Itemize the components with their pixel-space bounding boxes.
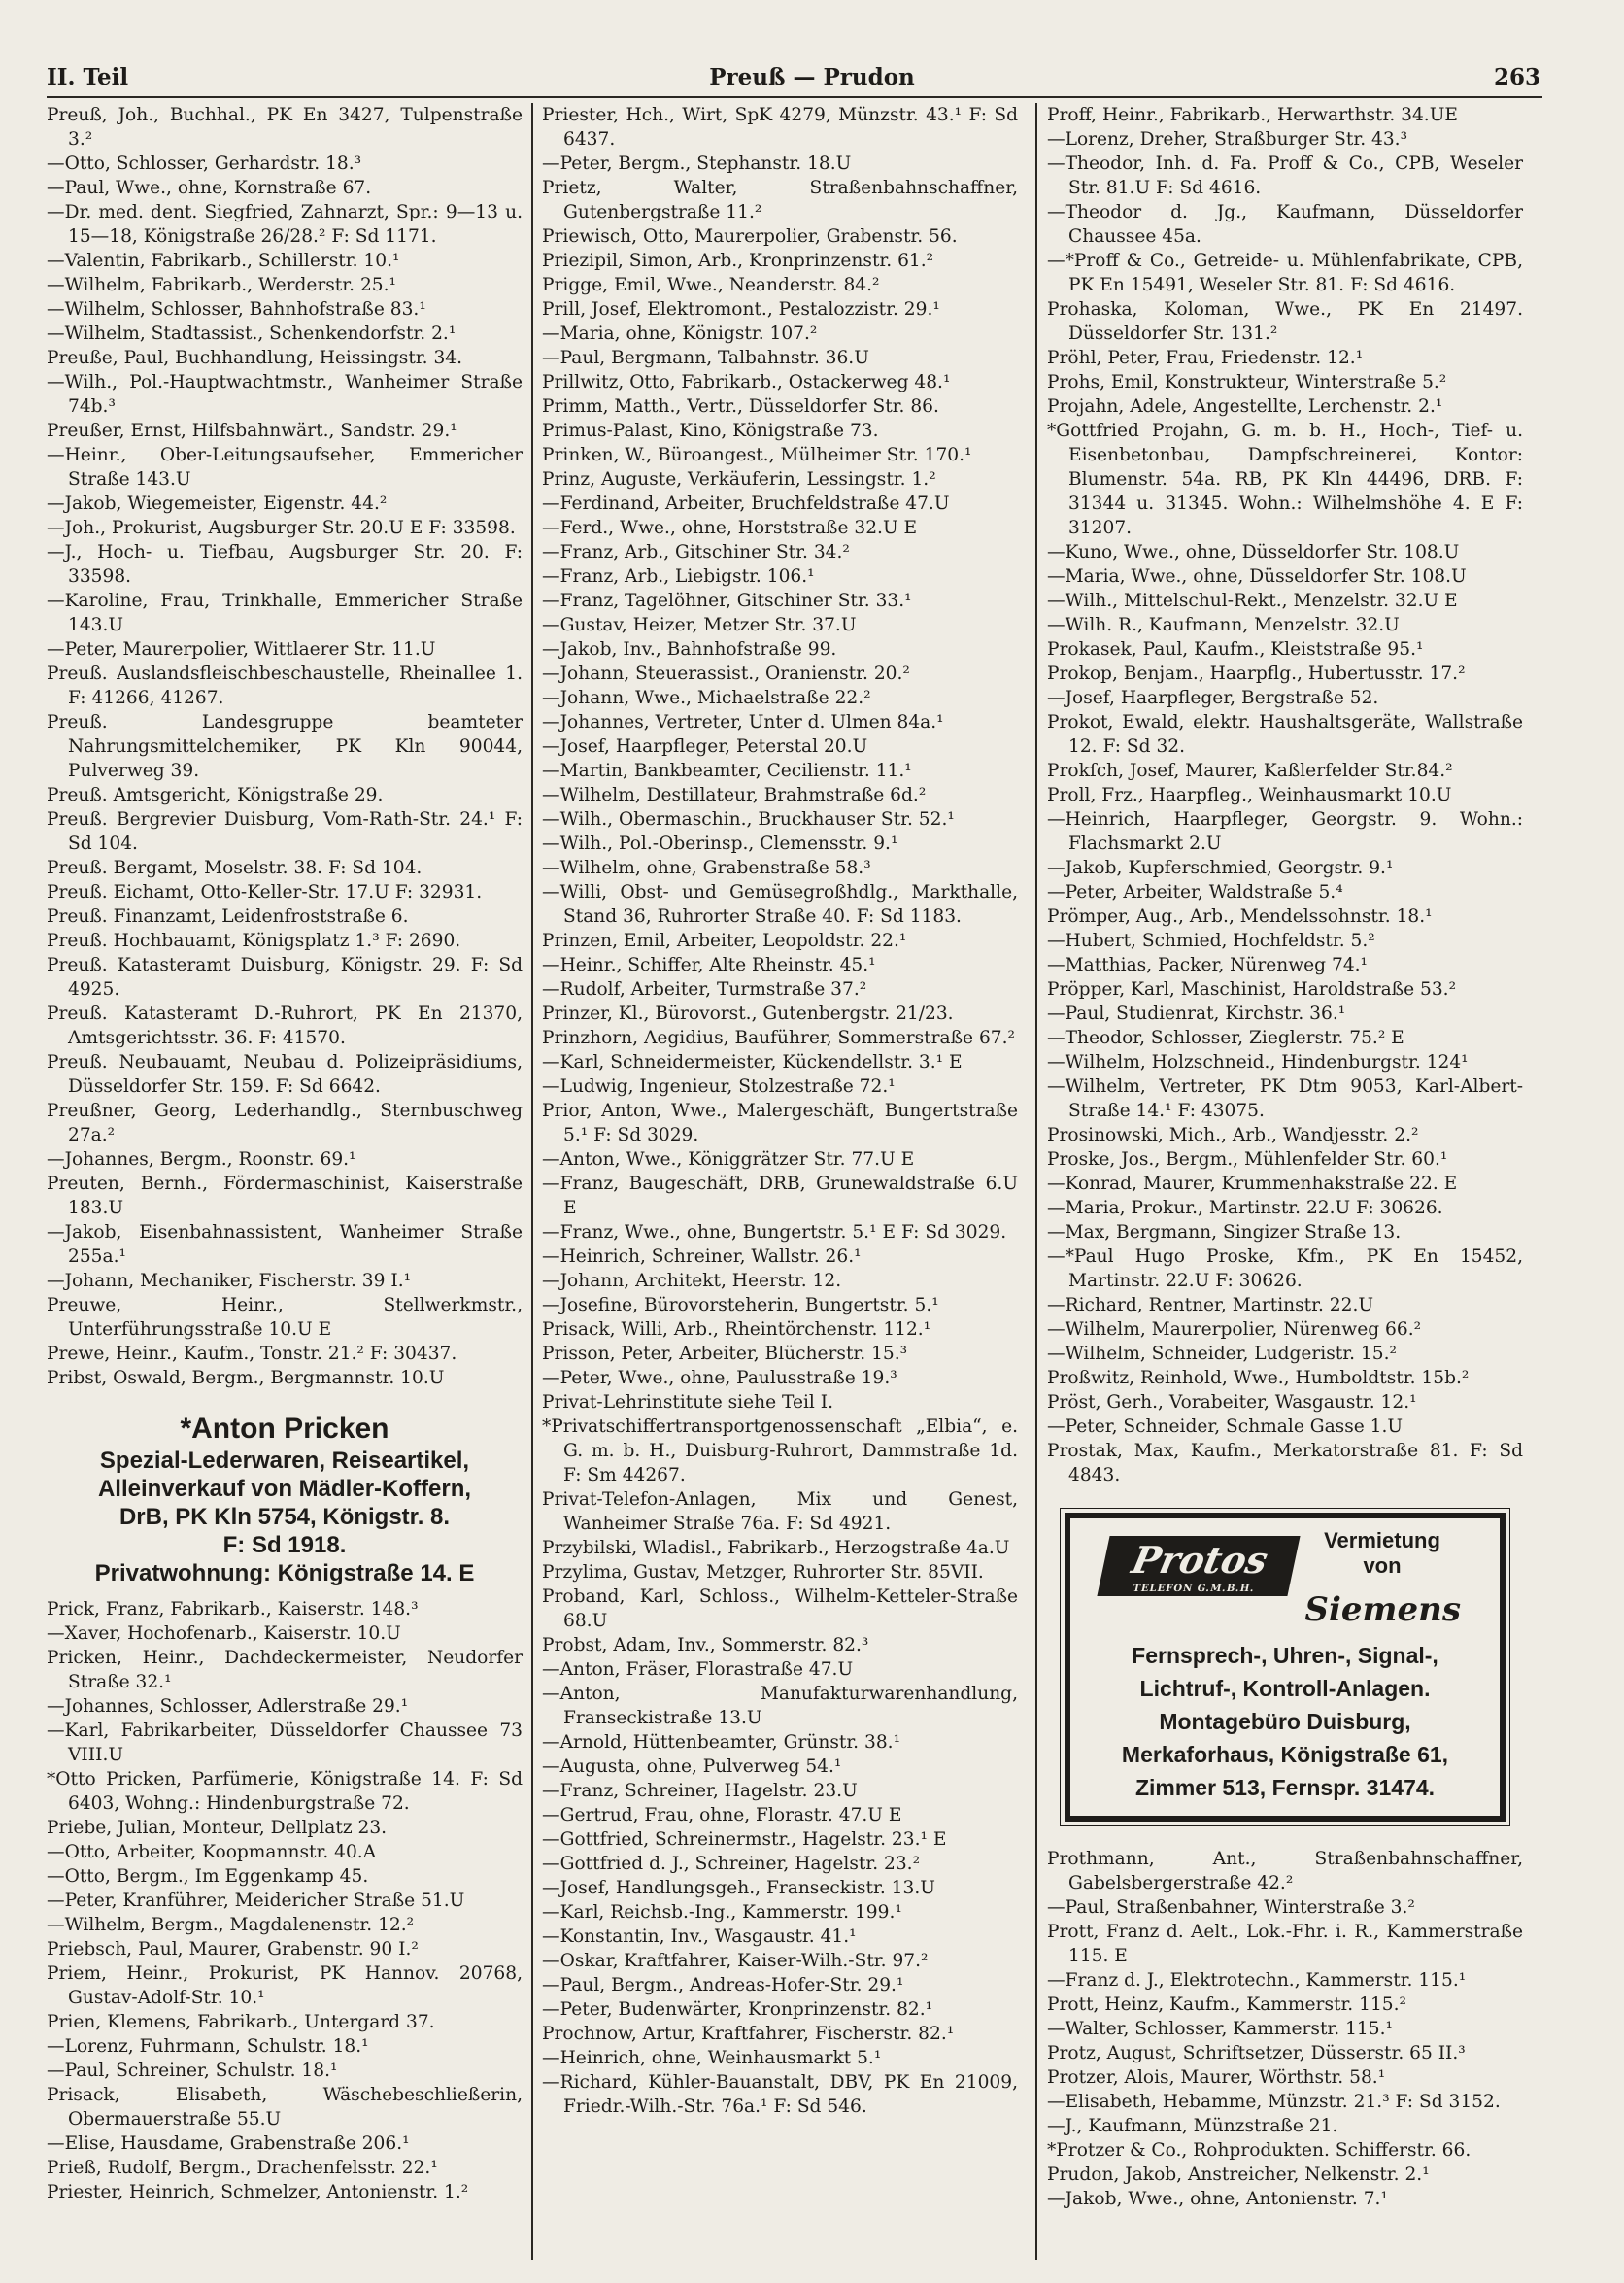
directory-entry: —Rudolf, Arbeiter, Turmstraße 37.² (542, 979, 867, 1000)
directory-list (1047, 1847, 1523, 2211)
ad-text (1070, 1639, 1500, 1804)
directory-entry: Prokſch, Josef, Maurer, Kaßlerfelder Str.84.² (1047, 761, 1453, 781)
directory-entry: Priebe, Julian, Monteur, Dellplatz 23. (47, 1818, 388, 1838)
directory-entry: —Wilh. R., Kaufmann, Menzelstr. 32.U (1047, 615, 1400, 635)
directory-entry: Proske, Jos., Bergm., Mühlenfelder Str. 60.¹ (1047, 1149, 1448, 1170)
directory-entry: —Jakob, Wwe., ohne, Antonienstr. 7.¹ (1047, 2189, 1388, 2209)
protos-logo-text: Protos (1128, 1538, 1272, 1582)
directory-entry: —Valentin, Fabrikarb., Schillerstr. 10.¹ (47, 251, 400, 271)
directory-entry: —Wilhelm, Holzschneid., Hindenburgstr. 124¹ (1047, 1052, 1469, 1073)
directory-entry: Prillwitz, Otto, Fabrikarb., Ostackerweg 48.¹ (542, 372, 951, 392)
rental-line: Vermietung (1324, 1528, 1440, 1552)
directory-entry: —Franz, Baugeschäft, DRB, Grunewaldstraße 6.U E (542, 1174, 1018, 1218)
directory-entry: —J., Kaufmann, Münzstraße 21. (1047, 2116, 1338, 2136)
directory-list (47, 1597, 523, 2204)
directory-entry: —Xaver, Hochofenarb., Kaiserstr. 10.U (47, 1623, 401, 1644)
directory-entry: —Wilhelm, Fabrikarb., Werderstr. 25.¹ (47, 275, 396, 295)
directory-entry: *Gottfried Projahn, G. m. b. H., Hoch-, Tief- u. Eisenbetonbau, Dampfschreinerei, Kontor: Blumenstr. 54a. RB, PK Kln 44496, DRB. F: 31344 u. 31345. Wohn.: Wilhelmshöhe 4. E F: 31207. (1047, 421, 1523, 538)
directory-entry: Priem, Heinr., Prokurist, PK Hannov. 20768, Gustav-Adolf-Str. 10.¹ (47, 1963, 523, 2008)
directory-entry: —Elise, Hausdame, Grabenstraße 206.¹ (47, 2133, 410, 2154)
directory-entry: —Richard, Kühler-Bauanstalt, DBV, PK En 21009, Friedr.-Wilh.-Str. 76a.¹ F: Sd 546. (542, 2072, 1018, 2117)
directory-entry: —Dr. med. dent. Siegfried, Zahnarzt, Spr.: 9—13 u. 15—18, Königstraße 26/28.² F: Sd 1171. (47, 202, 523, 247)
directory-entry: —Lorenz, Dreher, Straßburger Str. 43.³ (1047, 129, 1408, 150)
directory-entry: —Paul, Bergm., Andreas-Hofer-Str. 29.¹ (542, 1975, 904, 1995)
ad-line: Alleinverkauf von Mädler-Koffern, (97, 1476, 472, 1502)
directory-list (542, 103, 1018, 2119)
ad-line: Zimmer 513, Fernspr. 31474. (1134, 1775, 1436, 1800)
directory-entry: —Wilhelm, Maurerpolier, Nürenweg 66.² (1047, 1319, 1422, 1340)
directory-entry: —Josefine, Bürovorsteherin, Bungertstr. 5.¹ (542, 1295, 939, 1315)
directory-entry: —Heinrich, Schreiner, Wallstr. 26.¹ (542, 1246, 862, 1267)
directory-entry: Preuß. Eichamt, Otto-Keller-Str. 17.U F: 32931. (47, 882, 483, 903)
directory-entry: Prinz, Auguste, Verkäuferin, Lessingstr. 1.² (542, 469, 936, 490)
directory-entry: —Hubert, Schmied, Hochfeldstr. 5.² (1047, 931, 1375, 951)
directory-entry: —Theodor, Schlosser, Zieglerstr. 75.² E (1047, 1028, 1404, 1048)
directory-entry: —Augusta, ohne, Pulverweg 54.¹ (542, 1756, 842, 1777)
directory-entry: Preuwe, Heinr., Stellwerkmstr., Unterführungsstraße 10.U E (47, 1295, 523, 1340)
column-2 (542, 103, 1018, 2119)
directory-entry: —Willi, Obst- und Gemüsegroßhdlg., Markthalle, Stand 36, Ruhrorter Straße 40. F: Sd 1183. (542, 882, 1018, 927)
directory-entry: *Privatschiffertransportgenossenschaft „Elbia“, e. G. m. b. H., Duisburg-Ruhrort, Dammstraße 1d. F: Sm 44267. (542, 1416, 1018, 1485)
directory-entry: —Gertrud, Frau, ohne, Florastr. 47.U E (542, 1805, 902, 1825)
directory-entry: —Heinrich, Haarpfleger, Georgstr. 9. Wohn.: Flachsmarkt 2.U (1047, 809, 1523, 854)
directory-entry: Prick, Franz, Fabrikarb., Kaiserstr. 148.³ (47, 1599, 419, 1619)
directory-entry: —Peter, Wwe., ohne, Paulusstraße 19.³ (542, 1368, 897, 1388)
directory-entry: —Johannes, Vertreter, Unter d. Ulmen 84a.¹ (542, 712, 944, 733)
directory-entry: —Wilhelm, Destillateur, Brahmstraße 6d.² (542, 785, 927, 805)
header-rule (47, 96, 1542, 98)
directory-entry: Primus-Palast, Kino, Königstraße 73. (542, 421, 879, 441)
directory-entry: —Johann, Mechaniker, Fischerstr. 39 I.¹ (47, 1271, 412, 1291)
directory-entry: —Ludwig, Ingenieur, Stolzestraße 72.¹ (542, 1076, 896, 1097)
directory-entry: Proband, Karl, Schloss., Wilhelm-Ketteler-Straße 68.U (542, 1586, 1018, 1631)
directory-entry: Prostak, Max, Kaufm., Merkatorstraße 81. F: Sd 4843. (1047, 1441, 1523, 1485)
directory-entry: —Johannes, Schlosser, Adlerstraße 29.¹ (47, 1696, 409, 1717)
directory-entry: —Franz, Arb., Liebigstr. 106.¹ (542, 566, 815, 587)
directory-entry: —Karl, Fabrikarbeiter, Düsseldorfer Chaussee 73 VIII.U (47, 1721, 523, 1765)
directory-entry: —Karoline, Frau, Trinkhalle, Emmericher Straße 143.U (47, 591, 523, 635)
directory-entry: Prisson, Peter, Arbeiter, Blücherstr. 15.³ (542, 1344, 908, 1364)
directory-entry: —Anton, Manufakturwarenhandlung, Franseckistraße 13.U (542, 1684, 1018, 1728)
column-1 (47, 103, 523, 2204)
directory-list (1047, 103, 1523, 1487)
directory-entry: Prott, Franz d. Aelt., Lok.-Fhr. i. R., Kammerstraße 115. E (1047, 1922, 1523, 1966)
directory-entry: Prokot, Ewald, elektr. Haushaltsgeräte, Wallstraße 12. F: Sd 32. (1047, 712, 1523, 757)
column-divider (1035, 103, 1037, 2260)
directory-entry: Preuß. Landesgruppe beamteter Nahrungsmittelchemiker, PK Kln 90044, Pulverweg 39. (47, 712, 523, 781)
directory-entry: Prömper, Aug., Arb., Mendelssohnstr. 18.¹ (1047, 906, 1433, 927)
directory-entry: Proll, Frz., Haarpfleg., Weinhausmarkt 10.U (1047, 785, 1452, 805)
directory-entry: Prothmann, Ant., Straßenbahnschaffner, Gabelsbergerstraße 42.² (1047, 1849, 1523, 1893)
directory-entry: *Otto Pricken, Parfümerie, Königstraße 14. F: Sd 6403, Wohng.: Hindenburgstraße 72. (47, 1769, 523, 1814)
directory-list (47, 103, 523, 1390)
directory-entry: —*Paul Hugo Proske, Kfm., PK En 15452, Martinstr. 22.U F: 30626. (1047, 1246, 1523, 1291)
directory-entry: Prosinowski, Mich., Arb., Wandjesstr. 2.² (1047, 1125, 1419, 1145)
directory-entry: —Paul, Straßenbahner, Winterstraße 3.² (1047, 1897, 1415, 1918)
page-header-title: Preuß — Prudon (709, 64, 915, 90)
directory-entry: Preuß. Auslandsfleischbeschaustelle, Rheinallee 1. F: 41266, 41267. (47, 664, 523, 708)
directory-entry: —Wilh., Mittelschul-Rekt., Menzelstr. 32.U E (1047, 591, 1458, 611)
directory-entry: —Ferdinand, Arbeiter, Bruchfeldstraße 47.U (542, 494, 950, 514)
directory-entry: —Paul, Wwe., ohne, Kornstraße 67. (47, 178, 372, 198)
directory-entry: —Konstantin, Inv., Wasgaustr. 41.¹ (542, 1926, 857, 1947)
directory-entry: —Gottfried, Schreinermstr., Hagelstr. 23.¹ E (542, 1829, 947, 1850)
directory-entry: —Peter, Arbeiter, Waldstraße 5.⁴ (1047, 882, 1343, 903)
directory-entry: —Peter, Maurerpolier, Wittlaerer Str. 11.U (47, 639, 436, 660)
directory-entry: —Johann, Wwe., Michaelstraße 22.² (542, 688, 871, 708)
directory-entry: —Wilhelm, Bergm., Magdalenenstr. 12.² (47, 1915, 415, 1935)
directory-entry: Preuß. Finanzamt, Leidenfroststraße 6. (47, 906, 409, 927)
protos-logo-subtitle: TELEFON G.M.B.H. (1132, 1584, 1256, 1594)
directory-entry: —*Proff & Co., Getreide- u. Mühlenfabrikate, CPB, PK En 15491, Weseler Str. 81. F: Sd 4616. (1047, 251, 1523, 295)
directory-entry: Prohaska, Koloman, Wwe., PK En 21497. Düsseldorfer Str. 131.² (1047, 299, 1523, 344)
column-divider (531, 103, 533, 2260)
directory-entry: Prewe, Heinr., Kaufm., Tonstr. 21.² F: 30437. (47, 1344, 457, 1364)
directory-entry: —Theodor, Inh. d. Fa. Proff & Co., CPB, Weseler Str. 81.U F: Sd 4616. (1047, 153, 1523, 198)
directory-entry: —Jakob, Kupferschmied, Georgstr. 9.¹ (1047, 858, 1394, 878)
ad-line: Lichtruf-, Kontroll-Anlagen. (1139, 1676, 1431, 1701)
directory-entry: Prokasek, Paul, Kaufm., Kleiststraße 95.¹ (1047, 639, 1424, 660)
directory-entry: —Anton, Fräser, Florastraße 47.U (542, 1659, 854, 1680)
directory-entry: —Franz, Wwe., ohne, Bungertstr. 5.¹ E F: Sd 3029. (542, 1222, 1007, 1243)
directory-entry: —Lorenz, Fuhrmann, Schulstr. 18.¹ (47, 2036, 369, 2057)
directory-entry: —Paul, Studienrat, Kirchstr. 36.¹ (1047, 1004, 1346, 1024)
directory-entry: Preuß. Katasteramt Duisburg, Königstr. 29. F: Sd 4925. (47, 955, 523, 1000)
protos-logo (1097, 1536, 1300, 1596)
rental-line: von (1363, 1553, 1402, 1578)
directory-entry: Prior, Anton, Wwe., Malergeschäft, Bungertstraße 5.¹ F: Sd 3029. (542, 1101, 1018, 1145)
directory-entry: Pricken, Heinr., Dachdeckermeister, Neudorfer Straße 32.¹ (47, 1648, 523, 1692)
ad-line: Fernsprech-, Uhren-, Signal-, (1132, 1643, 1438, 1668)
directory-entry: Proßwitz, Reinhold, Wwe., Humboldtstr. 15b.² (1047, 1368, 1470, 1388)
directory-entry: —Matthias, Packer, Nürenweg 74.¹ (1047, 955, 1369, 975)
directory-entry: Privat-Telefon-Anlagen, Mix und Genest, Wanheimer Straße 76a. F: Sd 4921. (542, 1489, 1018, 1534)
directory-entry: —Josef, Haarpfleger, Bergstraße 52. (1047, 688, 1379, 708)
directory-entry: Prinzer, Kl., Bürovorst., Gutenbergstr. 21/23. (542, 1004, 954, 1024)
directory-entry: Preuße, Paul, Buchhandlung, Heissingstr. 34. (47, 348, 463, 368)
directory-entry: Prinzhorn, Aegidius, Bauführer, Sommerstraße 67.² (542, 1028, 1015, 1048)
directory-entry: —Theodor d. Jg., Kaufmann, Düsseldorfer Chaussee 45a. (1047, 202, 1523, 247)
directory-entry: Prott, Heinz, Kaufm., Kammerstr. 115.² (1047, 1994, 1406, 2015)
directory-entry: Prochnow, Artur, Kraftfahrer, Fischerstr. 82.¹ (542, 2024, 955, 2044)
directory-entry: Pröhl, Peter, Frau, Friedenstr. 12.¹ (1047, 348, 1364, 368)
directory-entry: —Max, Bergmann, Singizer Straße 13. (1047, 1222, 1402, 1243)
directory-entry: —Wilhelm, ohne, Grabenstraße 58.³ (542, 858, 871, 878)
directory-entry: —Jakob, Inv., Bahnhofstraße 99. (542, 639, 837, 660)
directory-entry: Probst, Adam, Inv., Sommerstr. 82.³ (542, 1635, 869, 1655)
directory-entry: —Jakob, Eisenbahnassistent, Wanheimer Straße 255a.¹ (47, 1222, 523, 1267)
directory-entry: Preuß, Joh., Buchhal., PK En 3427, Tulpenstraße 3.² (47, 105, 523, 150)
directory-entry: —Walter, Schlosser, Kammerstr. 115.¹ (1047, 2019, 1393, 2039)
directory-entry: Proff, Heinr., Fabrikarb., Herwarthstr. 34.UE (1047, 105, 1458, 125)
directory-entry: Preuß. Hochbauamt, Königsplatz 1.³ F: 2690. (47, 931, 461, 951)
directory-entry: Prinken, W., Büroangest., Mülheimer Str. 170.¹ (542, 445, 972, 465)
directory-entry: Protzer, Alois, Maurer, Wörthstr. 58.¹ (1047, 2067, 1386, 2088)
directory-entry: Priezipil, Simon, Arb., Kronprinzenstr. 61.² (542, 251, 934, 271)
directory-entry: —Johannes, Bergm., Roonstr. 69.¹ (47, 1149, 356, 1170)
directory-entry: Pribst, Oswald, Bergm., Bergmannstr. 10.U (47, 1368, 445, 1388)
directory-entry: —Franz d. J., Elektrotechn., Kammerstr. 115.¹ (1047, 1970, 1467, 1991)
directory-entry: —Otto, Arbeiter, Koopmannstr. 40.A (47, 1842, 377, 1862)
ad-line: Spezial-Lederwaren, Reiseartikel, (99, 1448, 470, 1474)
directory-entry: —Konrad, Maurer, Krummenhakstraße 22. E (1047, 1174, 1458, 1194)
directory-entry: —Maria, Prokur., Martinstr. 22.U F: 30626. (1047, 1198, 1443, 1218)
directory-entry: Primm, Matth., Vertr., Düsseldorfer Str. 86. (542, 396, 939, 417)
directory-entry: Prien, Klemens, Fabrikarb., Untergard 37. (47, 2012, 435, 2032)
directory-entry: Prigge, Emil, Wwe., Neanderstr. 84.² (542, 275, 880, 295)
directory-entry: —Peter, Budenwärter, Kronprinzenstr. 82.¹ (542, 1999, 933, 2020)
directory-entry: Priester, Hch., Wirt, SpK 4279, Münzstr. 43.¹ F: Sd 6437. (542, 105, 1018, 150)
ad-line: Montagebüro Duisburg, (1159, 1709, 1411, 1734)
directory-entry: —Karl, Schneidermeister, Kückendellstr. 3.¹ E (542, 1052, 963, 1073)
directory-entry: Preuß. Bergrevier Duisburg, Vom-Rath-Str. 24.¹ F: Sd 104. (47, 809, 523, 854)
directory-entry: Prill, Josef, Elektromont., Pestalozzistr. 29.¹ (542, 299, 940, 320)
directory-entry: —Franz, Schreiner, Hagelstr. 23.U (542, 1781, 858, 1801)
directory-entry: Preuß. Bergamt, Moselstr. 38. F: Sd 104. (47, 858, 423, 878)
directory-entry: —Paul, Schreiner, Schulstr. 18.¹ (47, 2061, 338, 2081)
directory-entry: —Richard, Rentner, Martinstr. 22.U (1047, 1295, 1374, 1315)
ad-title: *Anton Pricken (180, 1413, 389, 1445)
directory-entry: Przylima, Gustav, Metzger, Ruhrorter Str. 85VII. (542, 1562, 984, 1583)
ad-line: Merkaforhaus, Königstraße 61, (1121, 1742, 1449, 1767)
directory-entry: —Otto, Bergm., Im Eggenkamp 45. (47, 1866, 369, 1887)
directory-entry: —Franz, Tagelöhner, Gitschiner Str. 33.¹ (542, 591, 912, 611)
directory-entry: —J., Hoch- u. Tiefbau, Augsburger Str. 20. F: 33598. (47, 542, 523, 587)
directory-entry: —Heinrich, ohne, Weinhausmarkt 5.¹ (542, 2048, 882, 2068)
directory-entry: Prohs, Emil, Konstrukteur, Winterstraße 5.² (1047, 372, 1447, 392)
directory-entry: Przybilski, Wladisl., Fabrikarb., Herzogstraße 4a.U (542, 1538, 1010, 1558)
directory-entry: —Josef, Haarpfleger, Peterstal 20.U (542, 736, 868, 757)
directory-entry: —Otto, Schlosser, Gerhardstr. 18.³ (47, 153, 362, 174)
directory-entry: Preuß. Katasteramt D.-Ruhrort, PK En 21370, Amtsgerichtsstr. 36. F: 41570. (47, 1004, 523, 1048)
directory-entry: —Arnold, Hüttenbeamter, Grünstr. 38.¹ (542, 1732, 901, 1753)
directory-entry: —Oskar, Kraftfahrer, Kaiser-Wilh.-Str. 97.² (542, 1951, 929, 1971)
page-header-left: II. Teil (47, 64, 129, 90)
directory-entry: Preuß. Amtsgericht, Königstraße 29. (47, 785, 384, 805)
directory-entry: *Protzer & Co., Rohprodukten. Schifferstr. 66. (1047, 2140, 1472, 2161)
pricken-advertisement (47, 1412, 523, 1587)
directory-entry: —Wilhelm, Schlosser, Bahnhofstraße 83.¹ (47, 299, 426, 320)
directory-entry: Prisack, Willi, Arb., Rheintörchenstr. 112.¹ (542, 1319, 931, 1340)
directory-entry: —Ferd., Wwe., ohne, Horststraße 32.U E (542, 518, 918, 538)
ad-line: DrB, PK Kln 5754, Königstr. 8. (118, 1504, 451, 1530)
directory-entry: —Wilh., Pol.-Hauptwachtmstr., Wanheimer Straße 74b.³ (47, 372, 523, 417)
directory-entry: —Martin, Bankbeamter, Cecilienstr. 11.¹ (542, 761, 912, 781)
directory-entry: Preuten, Bernh., Fördermaschinist, Kaiserstraße 183.U (47, 1174, 523, 1218)
directory-entry: —Gottfried d. J., Schreiner, Hagelstr. 23.² (542, 1854, 921, 1874)
column-3 (1047, 103, 1523, 2211)
directory-entry: —Kuno, Wwe., ohne, Düsseldorfer Str. 108.U (1047, 542, 1460, 562)
rental-heading (1290, 1528, 1474, 1579)
ad-line: Privatwohnung: Königstraße 14. E (94, 1560, 475, 1586)
directory-entry: —Karl, Reichsb.-Ing., Kammerstr. 199.¹ (542, 1902, 902, 1923)
page-number: 263 (1493, 64, 1540, 90)
directory-entry: —Wilh., Obermaschin., Bruckhauser Str. 52.¹ (542, 809, 955, 830)
directory-entry: —Peter, Kranführer, Meidericher Straße 51.U (47, 1891, 465, 1911)
directory-entry: Priester, Heinrich, Schmelzer, Antonienstr. 1.² (47, 2182, 469, 2202)
ad-line: F: Sd 1918. (222, 1532, 347, 1558)
directory-entry: —Josef, Handlungsgeh., Franseckistr. 13.U (542, 1878, 935, 1898)
directory-entry: —Peter, Bergm., Stephanstr. 18.U (542, 153, 852, 174)
directory-entry: —Wilhelm, Vertreter, PK Dtm 9053, Karl-Albert-Straße 14.¹ F: 43075. (1047, 1076, 1523, 1121)
directory-entry: —Franz, Arb., Gitschiner Str. 34.² (542, 542, 850, 562)
directory-entry: —Heinr., Ober-Leitungsaufseher, Emmericher Straße 143.U (47, 445, 523, 490)
directory-entry: Pröpper, Karl, Maschinist, Haroldstraße 53.² (1047, 979, 1457, 1000)
siemens-logo: Siemens (1304, 1590, 1461, 1629)
directory-entry: —Peter, Schneider, Schmale Gasse 1.U (1047, 1416, 1404, 1437)
directory-entry: Prietz, Walter, Straßenbahnschaffner, Gutenbergstraße 11.² (542, 178, 1018, 222)
directory-entry: —Maria, ohne, Königstr. 107.² (542, 324, 818, 344)
directory-entry: Preußer, Ernst, Hilfsbahnwärt., Sandstr. 29.¹ (47, 421, 457, 441)
directory-entry: Projahn, Adele, Angestellte, Lerchenstr. 2.¹ (1047, 396, 1443, 417)
directory-entry: Prokop, Benjam., Haarpflg., Hubertusstr. 17.² (1047, 664, 1466, 684)
directory-entry: —Wilhelm, Schneider, Ludgeristr. 15.² (1047, 1344, 1397, 1364)
directory-entry: Preuß. Neubauamt, Neubau d. Polizeipräsidiums, Düsseldorfer Str. 159. F: Sd 6642. (47, 1052, 523, 1097)
directory-entry: —Wilh., Pol.-Oberinsp., Clemensstr. 9.¹ (542, 834, 898, 854)
directory-entry: —Elisabeth, Hebamme, Münzstr. 21.³ F: Sd 3152. (1047, 2092, 1501, 2112)
directory-entry: Protz, August, Schriftsetzer, Düsserstr. 65 II.³ (1047, 2043, 1466, 2063)
directory-entry: Pröst, Gerh., Vorabeiter, Wasgaustr. 12.¹ (1047, 1392, 1417, 1413)
protos-siemens-advertisement (1065, 1513, 1506, 1822)
directory-entry: Privat-Lehrinstitute siehe Teil I. (542, 1392, 834, 1413)
directory-entry: Prieß, Rudolf, Bergm., Drachenfelsstr. 22.¹ (47, 2158, 438, 2178)
directory-entry: Prisack, Elisabeth, Wäschebeschließerin, Obermauerstraße 55.U (47, 2085, 523, 2130)
directory-entry: Prinzen, Emil, Arbeiter, Leopoldstr. 22.¹ (542, 931, 907, 951)
directory-entry: —Wilhelm, Stadtassist., Schenkendorfstr. 2.¹ (47, 324, 457, 344)
directory-entry: —Anton, Wwe., Königgrätzer Str. 77.U E (542, 1149, 915, 1170)
directory-entry: Priebsch, Paul, Maurer, Grabenstr. 90 I.² (47, 1939, 419, 1959)
directory-entry: —Johann, Steuerassist., Oranienstr. 20.² (542, 664, 910, 684)
directory-entry: Priewisch, Otto, Maurerpolier, Grabenstr. 56. (542, 226, 958, 247)
directory-entry: —Johann, Architekt, Heerstr. 12. (542, 1271, 842, 1291)
directory-entry: —Jakob, Wiegemeister, Eigenstr. 44.² (47, 494, 388, 514)
directory-entry: —Joh., Prokurist, Augsburger Str. 20.U E F: 33598. (47, 518, 516, 538)
directory-entry: Prudon, Jakob, Anstreicher, Nelkenstr. 2.¹ (1047, 2164, 1430, 2185)
directory-entry: —Paul, Bergmann, Talbahnstr. 36.U (542, 348, 869, 368)
directory-entry: —Heinr., Schiffer, Alte Rheinstr. 45.¹ (542, 955, 876, 975)
directory-entry: Preußner, Georg, Lederhandlg., Sternbuschweg 27a.² (47, 1101, 523, 1145)
directory-entry: —Gustav, Heizer, Metzer Str. 37.U (542, 615, 857, 635)
directory-entry: —Maria, Wwe., ohne, Düsseldorfer Str. 108.U (1047, 566, 1467, 587)
